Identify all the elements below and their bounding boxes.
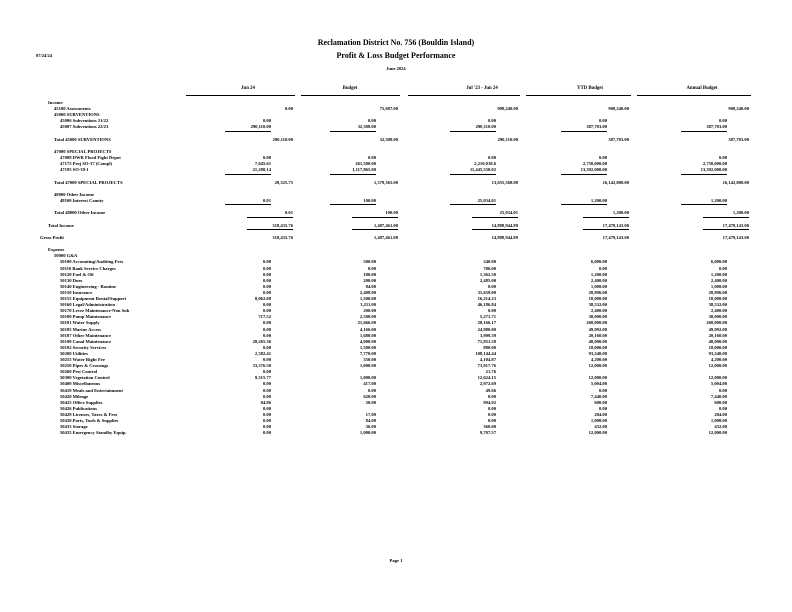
row-value: 0.00 [262, 393, 271, 399]
row-value: 21.76 [485, 369, 496, 375]
row-value: 5,004.00 [710, 381, 727, 387]
row-value: 432.00 [714, 424, 727, 430]
row-value: 1,008.00 [590, 418, 607, 423]
row-value: 18,000.00 [588, 296, 607, 301]
row-value: 0.00 [262, 405, 271, 411]
row-value: 20,160.00 [708, 332, 727, 338]
subtotal-rule [583, 229, 629, 230]
row-value: 0.00 [284, 106, 293, 112]
row-label: 50250 Pipes & Crossings [60, 363, 109, 369]
row-label: 50430 Parts, Tools & Supplies [60, 418, 119, 423]
row-value: 0.00 [262, 430, 271, 436]
row-label: 50190 Canal Maintenance [60, 338, 112, 344]
row-value: 0.00 [262, 155, 271, 161]
row-label: 50435 Emergency Standby Equip. [60, 430, 127, 436]
row-value: 31,659.00 [477, 289, 496, 295]
row-label: 50120 Fuel & Oil [60, 271, 94, 277]
row-value: 7,770.00 [359, 350, 376, 356]
row-label: Total 45000 SUBVENTIONS [54, 136, 111, 142]
row-value: 0.01 [262, 198, 271, 203]
row-value: 0.00 [262, 308, 271, 314]
row-value: 432.00 [594, 424, 607, 430]
row-label: 50192 Security Services [60, 344, 107, 350]
row-value: 2,750,000.00 [582, 161, 607, 167]
row-value: 200.00 [363, 277, 376, 283]
row-label: Total Income [48, 222, 74, 228]
row-label: 50160 Legal/Administration [60, 302, 115, 308]
row-label: 50170 Levee Maintenance-Non Sub [60, 308, 130, 314]
row-value: 28,325.75 [274, 179, 293, 185]
column-underline [301, 95, 400, 96]
row-value: 1,500.00 [359, 344, 376, 350]
row-value: 46,186.84 [477, 302, 496, 308]
row-label: Income [48, 100, 63, 105]
page-number: Page 1 [389, 558, 403, 563]
column-underline [637, 95, 751, 96]
row-value: 204.00 [714, 411, 727, 417]
company-title: Reclamation District No. 756 (Bouldin Island) [317, 38, 475, 47]
row-value: 318,435.76 [272, 234, 293, 240]
row-label: 50100 Accounting/Auditing Fees [60, 259, 124, 265]
row-label: Gross Profit [40, 234, 64, 240]
row-value: 17,479,143.00 [602, 222, 629, 228]
row-value: 0.00 [598, 155, 607, 161]
subtotal-rule [225, 204, 271, 205]
row-value: 1,200.00 [612, 210, 629, 216]
row-label: 47195 SO-39-1 [60, 167, 89, 173]
row-value: 0.00 [598, 405, 607, 411]
row-value: 11,445,550.02 [469, 167, 496, 173]
subtotal-rule [247, 217, 293, 218]
subtotal-rule [703, 229, 749, 230]
row-value: 0.00 [598, 118, 607, 124]
row-value: 12,000.00 [708, 375, 727, 381]
subtotal-rule [561, 131, 607, 132]
row-value: 5,004.00 [590, 381, 607, 387]
row-value: 73,017.76 [477, 363, 496, 369]
row-value: 0.00 [262, 332, 271, 338]
row-value: 0.00 [367, 387, 376, 393]
row-value: 706.00 [483, 265, 496, 271]
row-label: 50260 Pest Control [60, 369, 98, 375]
row-value: 0.00 [718, 265, 727, 271]
report-row [0, 198, 792, 204]
row-value: 13,655,568.88 [491, 179, 518, 185]
row-value: 0.00 [718, 155, 727, 161]
row-value: 600.00 [594, 399, 607, 405]
row-value: 2,972.69 [479, 381, 496, 387]
row-label: 50140 Engineering - Routine [60, 283, 117, 289]
report-row [0, 137, 792, 143]
row-label: 50180 Pump Maintenance [60, 314, 112, 320]
report-title: Profit & Loss Budget Performance [336, 51, 456, 60]
row-value: 1,117,865.00 [352, 167, 376, 173]
row-value: 13,392,000.00 [700, 167, 727, 173]
row-value: 12,000.00 [588, 375, 607, 381]
row-value: 204.00 [594, 411, 607, 417]
row-value: 1,200.00 [732, 210, 749, 216]
row-label: Total 48000 Other Income [54, 210, 106, 216]
row-label: 50420 Mileage [60, 393, 89, 399]
row-value: 32,308.00 [379, 136, 398, 142]
row-value: 17,479,143.00 [722, 222, 749, 228]
row-value: 0.00 [487, 405, 496, 411]
row-value: 908,240.00 [608, 106, 629, 112]
row-value: 4,104.87 [479, 357, 496, 362]
row-label: 50255 Water Right Fee [60, 357, 105, 362]
row-value: 28,896.00 [588, 289, 607, 295]
subtotal-rule [225, 174, 271, 175]
subtotal-rule [472, 217, 518, 218]
row-value: 3,909.39 [479, 332, 496, 338]
row-value: 0.00 [487, 418, 496, 423]
subtotal-rule [247, 229, 293, 230]
row-label: 47008 DWR Flood Fight Depot [60, 155, 121, 161]
column-header-budget: Budget [342, 86, 358, 91]
row-value: 24,980.00 [477, 326, 496, 332]
row-value: 49.66 [485, 387, 496, 393]
column-header-ytd-budget: YTD Budget [577, 86, 603, 91]
row-value: 50.00 [365, 399, 376, 405]
row-value: 0.00 [262, 424, 271, 430]
row-value: 260,000.00 [706, 320, 727, 326]
row-value: 6,000.00 [590, 259, 607, 265]
row-value: 0.00 [487, 393, 496, 399]
row-value: 14,888,944.89 [491, 222, 518, 228]
row-value: 32,308.00 [357, 124, 376, 130]
row-value: 7,440.00 [710, 393, 727, 399]
row-value: 21,666.00 [357, 320, 376, 326]
row-value: 500.00 [363, 259, 376, 265]
row-value: 18,000.00 [588, 344, 607, 350]
row-value: 38,532.00 [708, 302, 727, 308]
row-value: 0.00 [262, 326, 271, 332]
row-value: 1,200.00 [710, 271, 727, 277]
row-value: 0.00 [262, 118, 271, 124]
row-value: 0.00 [367, 118, 376, 124]
row-value: 71,851.58 [477, 338, 496, 344]
row-value: 0.00 [262, 411, 271, 417]
row-value: 290,110.00 [272, 136, 293, 142]
row-value: 2,400.00 [710, 308, 727, 314]
row-value: 84.00 [365, 418, 376, 423]
row-value: 2,210,018.6 [474, 161, 496, 167]
row-value: 84.00 [365, 283, 376, 289]
row-value: 30,000.00 [708, 314, 727, 320]
row-label: 45000 SUBVENTIONS [54, 112, 100, 118]
row-value: 1,008.00 [710, 283, 727, 289]
row-value: 0.00 [718, 405, 727, 411]
subtotal-rule [681, 131, 727, 132]
subtotal-rule [472, 229, 518, 230]
row-value: 2,382.41 [254, 350, 271, 356]
column-header-annual-budget: Annual Budget [686, 86, 718, 91]
row-value: 0.00 [262, 381, 271, 387]
row-value: 84.86 [260, 399, 271, 405]
row-value: 0.00 [262, 320, 271, 326]
row-label: 50428 Licenses, Taxes & Fees [60, 411, 118, 417]
subtotal-rule [330, 174, 376, 175]
row-label: 50433 Storage [60, 424, 88, 430]
row-value: 0.00 [487, 155, 496, 161]
row-value: 0.00 [598, 387, 607, 393]
report-row [0, 124, 792, 130]
row-value: 908,240.00 [728, 106, 749, 112]
row-value: 4,166.00 [359, 326, 376, 332]
row-value: 290,110.00 [475, 124, 496, 130]
row-value: 25,034.01 [499, 210, 518, 216]
column-header-ytd-actual: Jul '23 - Jun 24 [466, 86, 498, 91]
row-label: Total 47000 SPECIAL PROJECTS [54, 179, 123, 185]
row-label: 50000 G&A [54, 253, 78, 259]
report-row [0, 430, 792, 436]
row-value: 1,487,461.00 [373, 234, 398, 240]
row-value: 0.00 [262, 369, 271, 375]
column-headers [0, 86, 792, 94]
subtotal-rule [583, 217, 629, 218]
row-value: 48,000.00 [588, 338, 607, 344]
row-value: 2,485.00 [479, 277, 496, 283]
row-value: 9,707.57 [479, 430, 496, 436]
row-value: 3,211.00 [360, 302, 376, 308]
row-value: 20,160.00 [588, 332, 607, 338]
subtotal-rule [450, 174, 496, 175]
row-value: 0.00 [487, 283, 496, 289]
row-value: 1,200.00 [710, 198, 727, 203]
row-value: 100.00 [363, 198, 376, 203]
subtotal-rule [681, 174, 727, 175]
row-label: 50200 Utilities [60, 350, 88, 356]
row-value: 0.00 [487, 308, 496, 314]
row-value: 0.01 [284, 210, 293, 216]
row-value: 1,000.00 [359, 430, 376, 436]
row-value: 620.00 [363, 393, 376, 399]
row-value: 48,000.00 [708, 338, 727, 344]
row-label: 50425 Office Supplies [60, 399, 103, 405]
report-row [0, 223, 792, 229]
subtotal-rule [330, 204, 376, 205]
row-value: 17.00 [365, 411, 376, 417]
row-value: 717.52 [258, 314, 271, 320]
row-value: 7,440.00 [590, 393, 607, 399]
row-value: 0.00 [598, 265, 607, 271]
row-value: 387,703.00 [706, 124, 727, 130]
row-value: 4,200.00 [590, 357, 607, 362]
row-label: Expense [48, 247, 65, 253]
row-value: 2,750,000.00 [702, 161, 727, 167]
row-value: 0.00 [487, 118, 496, 124]
subtotal-rule [225, 131, 271, 132]
subtotal-rule [561, 204, 607, 205]
row-label: 50410 Meals and Entertainment [60, 387, 123, 393]
row-label: 50187 Other Maintenance [60, 332, 111, 338]
row-value: 18,000.00 [708, 344, 727, 350]
row-value: 4,000.00 [359, 338, 376, 344]
row-value: 1,379,365.00 [373, 179, 398, 185]
row-value: 387,703.00 [728, 136, 749, 142]
row-value: 260,000.00 [586, 320, 607, 326]
row-label: 50155 Equipment Rental/Support [60, 296, 127, 301]
row-value: 1,200.00 [590, 271, 607, 277]
row-value: 1,680.00 [359, 332, 376, 338]
row-value: 12,000.00 [708, 363, 727, 369]
row-value: 17,479,143.00 [722, 234, 749, 240]
report-period: June 2024 [386, 66, 406, 71]
row-value: 49,992.00 [588, 326, 607, 332]
row-value: 2,400.00 [590, 308, 607, 314]
row-value: 908,240.00 [497, 106, 518, 112]
row-value: 0.00 [718, 387, 727, 393]
row-value: 38,532.00 [588, 302, 607, 308]
row-value: 12,000.00 [588, 430, 607, 436]
row-value: 16,142,000.00 [722, 179, 749, 185]
row-value: 75,687.00 [379, 106, 398, 112]
row-value: 290,110.00 [497, 136, 518, 142]
row-value: 8,062.08 [254, 296, 271, 301]
row-value: 318,435.76 [272, 222, 293, 228]
row-value: 16,142,000.00 [602, 179, 629, 185]
report-row [0, 210, 792, 216]
row-label: 45006 Subventions 21/22 [60, 118, 109, 124]
row-value: 1,500.00 [359, 296, 376, 301]
row-label: 50426 Publications [60, 405, 97, 411]
row-value: 9,315.77 [254, 375, 271, 381]
row-value: 17,479,143.00 [602, 234, 629, 240]
row-value: 880.00 [483, 344, 496, 350]
row-label: 48100 Interest County [60, 198, 104, 203]
row-value: 290,110.00 [250, 124, 271, 130]
row-label: 45100 Assessments [54, 106, 91, 112]
report-row [0, 180, 792, 186]
row-label: 45007 Subventions 22/23 [60, 124, 109, 130]
row-value: 108,144.44 [475, 350, 496, 356]
row-value: 4,200.00 [710, 357, 727, 362]
row-value: 13,392,000.00 [580, 167, 607, 173]
row-value: 0.00 [487, 411, 496, 417]
row-value: 12,624.15 [477, 375, 496, 381]
row-value: 0.00 [262, 418, 271, 423]
row-label: 47000 SPECIAL PROJECTS [54, 149, 112, 154]
row-label: 50181 Water Supply [60, 320, 100, 326]
row-value: 2,500.00 [359, 314, 376, 320]
row-value: 387,703.00 [586, 124, 607, 130]
row-value: 1,000.00 [359, 363, 376, 369]
row-label: 48000 Other Income [54, 191, 94, 197]
row-value: 1,008.00 [590, 283, 607, 289]
row-value: 36.00 [365, 424, 376, 430]
row-value: 12,000.00 [708, 430, 727, 436]
row-value: 7,045.61 [254, 161, 271, 167]
row-value: 33,376.50 [252, 363, 271, 369]
row-value: 12,000.00 [588, 363, 607, 369]
row-value: 0.00 [262, 259, 271, 265]
row-value: 1,362.50 [479, 271, 496, 277]
row-value: 1,487,461.00 [373, 222, 398, 228]
row-label: 50300 Vegetation Control [60, 375, 110, 381]
row-value: 417.00 [363, 381, 376, 387]
row-value: 0.00 [262, 277, 271, 283]
subtotal-rule [352, 217, 398, 218]
row-label: 47175 Proj SO-37 (Compl) [60, 161, 113, 167]
row-value: 14,888,944.89 [491, 234, 518, 240]
row-value: 16,214.23 [477, 296, 496, 301]
row-value: 0.00 [262, 265, 271, 271]
row-value: 6,000.00 [710, 259, 727, 265]
subtotal-rule [561, 174, 607, 175]
row-value: 0.00 [367, 155, 376, 161]
row-value: 0.00 [262, 283, 271, 289]
row-value: 1,200.00 [590, 198, 607, 203]
row-value: 49,992.00 [708, 326, 727, 332]
row-value: 261,500.00 [355, 161, 376, 167]
row-value: 994.92 [483, 399, 496, 405]
row-value: 0.00 [367, 265, 376, 271]
row-value: 18,000.00 [708, 296, 727, 301]
row-value: 0.00 [262, 289, 271, 295]
column-header-jun24: Jun 24 [241, 86, 255, 91]
row-value: 0.00 [718, 118, 727, 124]
row-value: 2,400.00 [710, 277, 727, 283]
subtotal-rule [352, 229, 398, 230]
report-row [0, 235, 792, 241]
row-value: 2,408.00 [359, 289, 376, 295]
row-value: 0.00 [262, 271, 271, 277]
subtotal-rule [703, 217, 749, 218]
row-value: 1,008.00 [710, 418, 727, 423]
row-value: 0.00 [262, 302, 271, 308]
report-row [0, 167, 792, 173]
row-value: 600.00 [714, 399, 727, 405]
row-value: 93,240.00 [588, 350, 607, 356]
run-date: 07/24/24 [36, 53, 53, 58]
column-underline [408, 95, 520, 96]
row-label: 50400 Miscellaneous [60, 381, 101, 387]
row-value: 28,265.36 [252, 338, 271, 344]
row-value: 0.00 [262, 344, 271, 350]
row-label: 50130 Dues [60, 277, 83, 283]
row-value: 30,000.00 [588, 314, 607, 320]
column-underline [186, 95, 295, 96]
row-value: 240.00 [483, 259, 496, 265]
row-value: 360.00 [483, 424, 496, 430]
row-value: 21,280.14 [252, 167, 271, 173]
row-value: 387,703.00 [608, 136, 629, 142]
row-value: 28,896.00 [708, 289, 727, 295]
row-value: 28,166.17 [477, 320, 496, 326]
row-label: 50150 Insurance [60, 289, 93, 295]
row-value: 1,000.00 [359, 375, 376, 381]
column-underline [526, 95, 631, 96]
row-value: 93,240.00 [708, 350, 727, 356]
row-value: 25,034.01 [477, 198, 496, 203]
row-value: 200.00 [363, 308, 376, 314]
subtotal-rule [450, 131, 496, 132]
row-value: 0.00 [262, 357, 271, 362]
subtotal-rule [330, 131, 376, 132]
row-value: 5,271.71 [479, 314, 496, 320]
row-value: 350.00 [363, 357, 376, 362]
subtotal-rule [450, 204, 496, 205]
row-value: 2,400.00 [590, 277, 607, 283]
row-value: 100.00 [363, 271, 376, 277]
row-label: 50110 Bank Service Charges [60, 265, 116, 271]
subtotal-rule [681, 204, 727, 205]
row-value: 100.00 [385, 210, 398, 216]
row-value: 0.00 [262, 387, 271, 393]
row-label: 50185 Marine Access [60, 326, 102, 332]
